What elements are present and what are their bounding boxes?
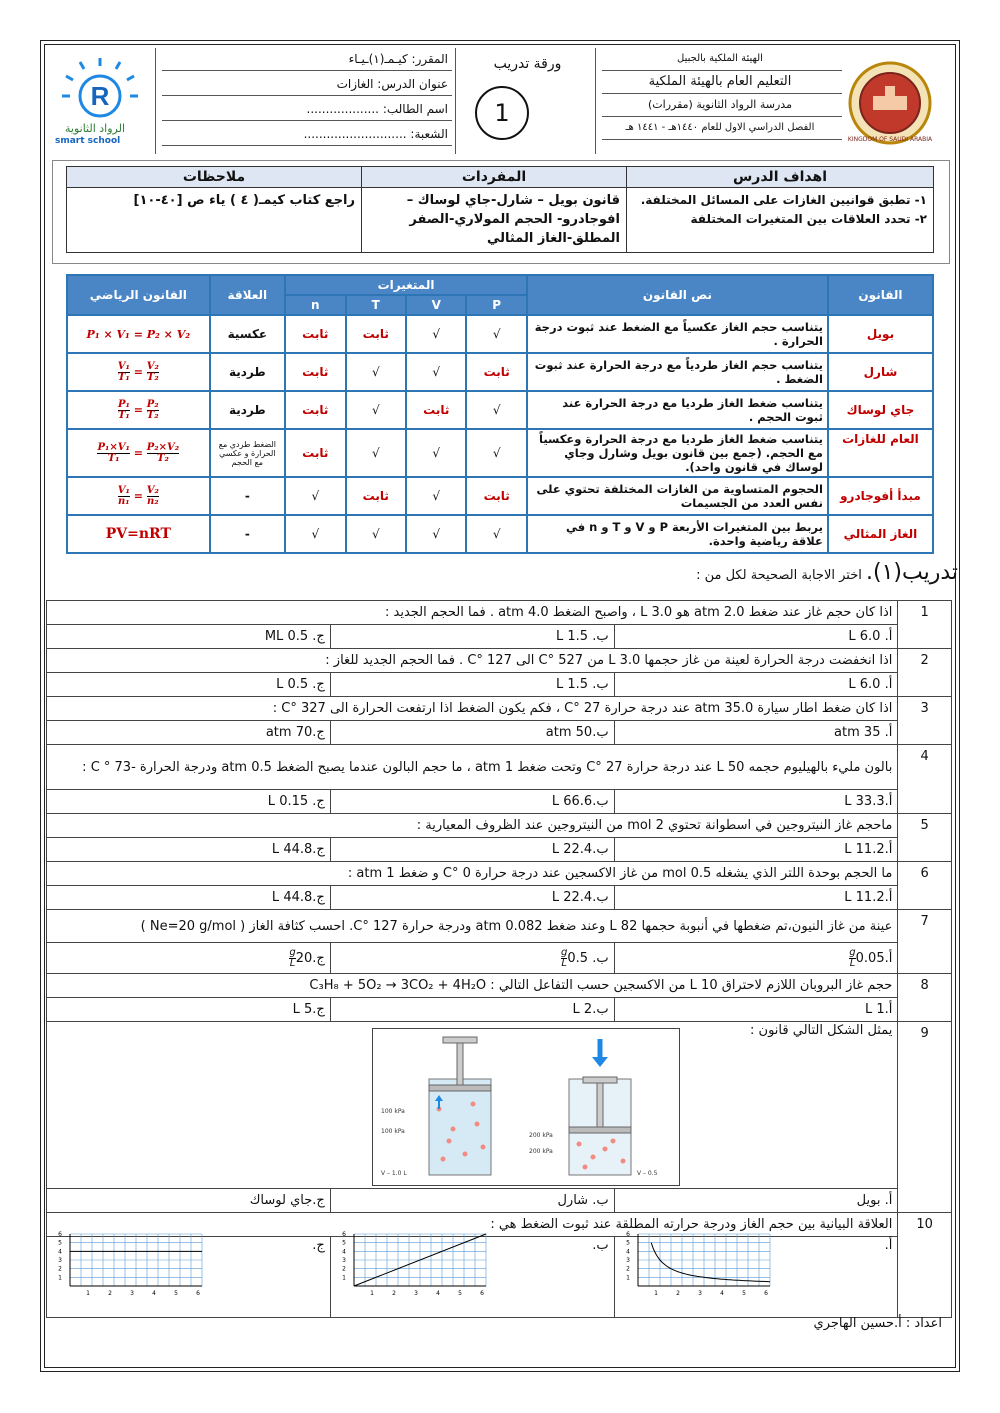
question-number: 8 (898, 974, 952, 1022)
option-c[interactable]: ج. 0.5 L (47, 673, 331, 697)
law-math: $\frac{\text{P₁×V₁}}{\text{T₁}}$ = $\frac{\text{P₂×V₂}}{\text{T₂}}$ (67, 429, 210, 477)
question-number: 9 (898, 1022, 952, 1213)
option-a[interactable]: أ. بويل (614, 1189, 898, 1213)
fig-right-p2: 200 kPa (529, 1148, 553, 1155)
option-b-label: ب. (592, 1238, 609, 1253)
option-b[interactable]: ب.66.6 L (330, 790, 614, 814)
y-tick-label: 4 (58, 1248, 62, 1256)
question-row (47, 745, 952, 790)
y-tick-label: 2 (625, 1265, 630, 1273)
law-text: يتناسب ضغط الغاز طرديا مع درجة الحرارة عند ثبوت الحجم . (527, 391, 828, 429)
option-c[interactable]: ج.5 L (47, 998, 331, 1022)
law-n: ثابت (285, 391, 345, 429)
org-line2: التعليم العام بالهيئة الملكية (602, 71, 842, 94)
law-t: √ (346, 391, 406, 429)
option-c[interactable]: ج.20 $\frac{g}{L}$ (47, 943, 331, 974)
questions-table (46, 600, 952, 1318)
svg-text:R: R (90, 81, 110, 111)
law-v: ثابت (406, 391, 466, 429)
law-n: ثابت (285, 315, 345, 353)
law-n: √ (285, 477, 345, 515)
objectives-vocab: قانون بويل – شارل-جاي لوساك – افوجادرو- الحجم المولاري-الصفر المطلق-الغاز المثالي (362, 188, 627, 253)
question-text: ما الحجم بوحدة اللتر الذي يشغله 0.5 mol من غاز الاكسجين عند درجة حرارة 0 °C و ضغط 1 atm : (47, 862, 898, 886)
piston-figure (372, 1028, 680, 1186)
lesson-value: الغازات (336, 77, 374, 91)
x-tick-label: 6 (196, 1290, 200, 1296)
org-info (602, 48, 842, 140)
question-text: العلاقة البيانية بين حجم الغاز ودرجة حرارته المطلقة عند ثبوت الضغط هي : (47, 1213, 898, 1237)
y-tick-label: 1 (58, 1274, 62, 1282)
option-c[interactable]: ج. 0.5 ML (47, 625, 331, 649)
law-math: $\frac{\text{V₁}}{\text{n₁}}$ = $\frac{\text{V₂}}{\text{n₂}}$ (67, 477, 210, 515)
kingdom-logo-text: KINGDOM OF SAUDI ARABIA (847, 136, 933, 143)
law-row (67, 353, 933, 391)
law-name: جاي لوساك (828, 391, 933, 429)
objectives-header-goals: اهداف الدرس (627, 167, 934, 188)
question-text: ماحجم غاز النيتروجين في اسطوانة تحتوي 2 mol من النيتروجين عند الظروف المعيارية : (47, 814, 898, 838)
law-v: √ (406, 515, 466, 553)
goal-1: ١- تطبق قوانيين الغازات على المسائل المختلفة. (640, 193, 927, 207)
question-row (47, 1022, 952, 1189)
law-v: √ (406, 477, 466, 515)
school-logo-text: الرواد الثانوية (64, 122, 126, 135)
law-relation: - (210, 477, 285, 515)
law-relation: عكسية (210, 315, 285, 353)
y-tick-label: 3 (625, 1257, 630, 1264)
option-b[interactable]: ب.22.4 L (330, 886, 614, 910)
law-row (67, 391, 933, 429)
org-line3: مدرسة الرواد الثانوية (مقررات) (602, 94, 842, 117)
fig-left-p2: 100 kPa (381, 1128, 405, 1135)
law-t: ثابت (346, 477, 406, 515)
var-p: P (466, 295, 526, 315)
question-text: حجم غاز البروبان اللازم لاحتراق 10 L من الاكسجين حسب التفاعل التالي : C₃H₈ + 5O₂ → 3CO₂ + 4H₂O (47, 974, 898, 998)
option-a[interactable]: أ.11.2 L (614, 886, 898, 910)
option-c[interactable]: ج.70 atm (47, 721, 331, 745)
y-tick-label: 2 (58, 1265, 62, 1273)
col-text: نص القانون (527, 275, 828, 315)
col-law: القانون (828, 275, 933, 315)
law-n: ثابت (285, 429, 345, 477)
question-text: اذا كان ضغط اطار سيارة 35.0 atm عند درجة حرارة 27 °C ، فكم يكون الضغط اذا ارتفعت الحرارة الى 327 °C : (47, 697, 898, 721)
law-math: $\frac{\text{V₁}}{\text{T₁}}$ = $\frac{\text{V₂}}{\text{T₂}}$ (67, 353, 210, 391)
fig-left-v: V – 1.0 L (381, 1170, 407, 1177)
section-label: الشعبة: (410, 127, 448, 141)
answer-row (47, 1237, 952, 1318)
question-text: بالون مليء بالهيليوم حجمه 50 L عند درجة حرارة 27 °C وتحت ضغط 1 atm ، ما حجم البالون عندما يصبح الضغط 0.5 atm ودرجة الحرارة -73 ° C : (47, 745, 898, 790)
option-a[interactable]: أ. 35 atm (614, 721, 898, 745)
law-text: يتناسب ضغط الغاز طرديا مع درجة الحرارة وعكسياً مع الحجم. (جمع بين قانون بويل وشارل وجاي لوساك في قانون واحد). (527, 429, 828, 477)
option-c[interactable] (47, 1231, 331, 1318)
x-tick-label: 2 (108, 1290, 112, 1296)
x-tick-label: 2 (675, 1290, 680, 1296)
question-row (47, 974, 952, 998)
x-tick-label: 5 (741, 1290, 746, 1296)
question-row (47, 910, 952, 943)
objectives-box (52, 160, 950, 264)
law-text: يربط بين المتغيرات الأربعة P و V و T و n في علاقة رياضية واحدة. (527, 515, 828, 553)
x-tick-label: 3 (413, 1290, 418, 1296)
var-t: T (346, 295, 406, 315)
org-line4: الفصل الدراسي الاول للعام ١٤٤٠هـ - ١٤٤١ هـ (602, 117, 842, 140)
school-logo-sub: smart school (55, 136, 121, 146)
question-row (47, 649, 952, 673)
option-b[interactable]: ب.22.4 L (330, 838, 614, 862)
option-c[interactable]: ج.44.8 L (47, 886, 331, 910)
lesson-label: عنوان الدرس: (377, 77, 448, 91)
x-tick-label: 6 (479, 1290, 484, 1296)
question-row (47, 814, 952, 838)
option-b[interactable] (330, 1231, 614, 1318)
law-n: ثابت (285, 353, 345, 391)
objectives-header-notes: ملاحظات (67, 167, 362, 188)
y-tick-label: 5 (341, 1239, 346, 1247)
x-tick-label: 1 (369, 1290, 374, 1296)
law-p: ثابت (466, 353, 526, 391)
x-tick-label: 1 (653, 1290, 658, 1296)
graph-c-constant (44, 1224, 214, 1296)
col-math: القانون الرياضي (67, 275, 210, 315)
question-row (47, 862, 952, 886)
answer-row (47, 943, 952, 974)
y-tick-label: 1 (341, 1274, 346, 1282)
question-text: اذا كان حجم غاز عند ضغط 2.0 atm هو 3.0 L ، واصبح الضغط 4.0 atm . فما الحجم الجديد : (47, 601, 898, 625)
option-b[interactable]: ب.2 L (330, 998, 614, 1022)
law-row (67, 315, 933, 353)
question-text: اذا انخفضت درجة الحرارة لعينة من غاز حجمها 3.0 L من 527 °C الى 127 °C . فما الحجم الجديد للغاز : (47, 649, 898, 673)
law-n: √ (285, 515, 345, 553)
question-number: 4 (898, 745, 952, 814)
answer-row (47, 790, 952, 814)
question-text: يمثل الشكل التالي قانون : (750, 1023, 893, 1038)
section-value: ........................... (303, 127, 407, 141)
option-c-label: ج. (312, 1238, 325, 1253)
kingdom-logo (845, 58, 945, 158)
exercise-title-rest: اختر الاجابة الصحيحة لكل من : (696, 568, 862, 583)
objectives-notes: راجع كتاب كيمـ( ٤ ) ياء ص [٤٠-١٠] (67, 188, 362, 253)
answer-row (47, 886, 952, 910)
law-name: مبدأ أفوجادرو (828, 477, 933, 515)
graph-b-linear (328, 1224, 498, 1296)
col-variables: المتغيرات (285, 275, 527, 295)
graph-a-inverse (612, 1224, 782, 1296)
var-n: n (285, 295, 345, 315)
question-number: 7 (898, 910, 952, 974)
law-p: √ (466, 391, 526, 429)
question-number: 6 (898, 862, 952, 910)
law-relation: طردية (210, 391, 285, 429)
exercise-title-big: تدريب(١). (865, 560, 958, 585)
law-t: √ (346, 429, 406, 477)
y-tick-label: 4 (341, 1248, 346, 1256)
answer-row (47, 721, 952, 745)
law-name: الغاز المثالي (828, 515, 933, 553)
law-t: √ (346, 515, 406, 553)
option-c[interactable]: ج.جاي لوساك (47, 1189, 331, 1213)
exercise-title (696, 560, 958, 585)
fig-right-p1: 200 kPa (529, 1132, 553, 1139)
fig-left-p1: 100 kPa (381, 1108, 405, 1115)
law-math: P₁ × V₁ = P₂ × V₂ (67, 315, 210, 353)
x-tick-label: 3 (130, 1290, 134, 1296)
law-relation: طردية (210, 353, 285, 391)
student-value: ................... (306, 102, 379, 116)
option-b[interactable]: ب.50 atm (330, 721, 614, 745)
law-p: √ (466, 515, 526, 553)
y-tick-label: 1 (625, 1274, 630, 1282)
subject-label: المقرر: (411, 52, 448, 66)
law-p: √ (466, 429, 526, 477)
answer-row (47, 1189, 952, 1213)
y-tick-label: 3 (341, 1257, 346, 1264)
answer-row (47, 673, 952, 697)
law-relation: الضغط طردي مع الحرارة و عكسي مع الحجم (210, 429, 285, 477)
x-tick-label: 5 (457, 1290, 462, 1296)
gas-laws-table (66, 274, 934, 554)
question-text: عينة من غاز النيون،تم ضغطها في أنبوبة حجمها 82 L وعند ضغط 0.082 atm ودرجة حرارة 127 °C. احسب كثافة الغاز ( Ne=20 g/mol ) (47, 910, 898, 943)
law-math: PV=nRT (67, 515, 210, 553)
x-tick-label: 3 (697, 1290, 702, 1296)
question-text-cell (47, 1022, 898, 1189)
student-label: اسم الطالب: (382, 102, 448, 116)
y-tick-label: 3 (58, 1257, 62, 1264)
fig-right-v: V – 0.5 (637, 1170, 658, 1177)
org-line1: الهيئة الملكية بالجبيل (602, 48, 842, 71)
option-a[interactable]: أ.1 L (614, 998, 898, 1022)
law-v: √ (406, 353, 466, 391)
option-a[interactable]: أ.33.3 L (614, 790, 898, 814)
answer-row (47, 625, 952, 649)
law-text: يتناسب حجم الغاز عكسياً مع الضغط عند ثبوت درجة الحرارة . (527, 315, 828, 353)
option-c[interactable]: ج. 0.15 L (47, 790, 331, 814)
x-tick-label: 4 (152, 1290, 156, 1296)
law-relation: - (210, 515, 285, 553)
option-a[interactable]: أ.0.05 $\frac{g}{L}$ (614, 943, 898, 974)
graph-curve (651, 1243, 770, 1282)
col-relation: العلاقة (210, 275, 285, 315)
law-t: ثابت (346, 315, 406, 353)
law-row (67, 429, 933, 477)
page-header (50, 48, 950, 158)
option-b[interactable]: ب. 1.5 L (330, 625, 614, 649)
question-number: 5 (898, 814, 952, 862)
subject-info (162, 48, 452, 146)
option-b[interactable]: ب. 1.5 L (330, 673, 614, 697)
x-tick-label: 1 (86, 1290, 90, 1296)
y-tick-label: 2 (341, 1265, 346, 1273)
law-t: √ (346, 353, 406, 391)
y-tick-label: 5 (625, 1239, 630, 1247)
sheet-title: ورقة تدريب (493, 56, 562, 72)
law-p: ثابت (466, 477, 526, 515)
answer-row (47, 998, 952, 1022)
objectives-header-vocab: المفردات (362, 167, 627, 188)
law-row (67, 477, 933, 515)
author-footer: اعداد : أ.حسين الهاجري (813, 1316, 942, 1331)
law-p: √ (466, 315, 526, 353)
law-math: $\frac{\text{P₁}}{\text{T₁}}$ = $\frac{\text{P₂}}{\text{T₂}}$ (67, 391, 210, 429)
sheet-number: 1 (475, 86, 529, 140)
law-v: √ (406, 429, 466, 477)
y-tick-label: 6 (625, 1231, 630, 1238)
y-tick-label: 5 (58, 1239, 62, 1247)
var-v: V (406, 295, 466, 315)
question-row (47, 697, 952, 721)
law-name: شارل (828, 353, 933, 391)
question-number: 10 (898, 1213, 952, 1318)
option-b[interactable]: ب. شارل (330, 1189, 614, 1213)
law-text: يتناسب حجم الغاز طردياً مع درجة الحرارة عند ثبوت الضغط . (527, 353, 828, 391)
question-row (47, 601, 952, 625)
option-a[interactable]: أ.11.2 L (614, 838, 898, 862)
law-text: الحجوم المتساوية من الغازات المختلفة تحتوي على نفس العدد من الجسيمات (527, 477, 828, 515)
x-tick-label: 5 (174, 1290, 178, 1296)
question-number: 3 (898, 697, 952, 745)
answer-row (47, 838, 952, 862)
law-name: العام للغازات (828, 429, 933, 477)
x-tick-label: 2 (391, 1290, 396, 1296)
y-tick-label: 6 (58, 1231, 62, 1238)
law-v: √ (406, 315, 466, 353)
goal-2: ٢- تحدد العلاقات بين المتغيرات المختلفة (690, 212, 927, 226)
option-a[interactable]: أ. 6.0 L (614, 673, 898, 697)
option-a-label: أ. (884, 1238, 893, 1253)
subject-value: كيـمـ(١)ـيـاء (348, 52, 408, 66)
law-row (67, 515, 933, 553)
option-b[interactable]: ب. 0.5 $\frac{g}{L}$ (330, 943, 614, 974)
option-a[interactable] (614, 1231, 898, 1318)
law-name: بويل (828, 315, 933, 353)
y-tick-label: 4 (625, 1248, 630, 1256)
option-c[interactable]: ج.44.8 L (47, 838, 331, 862)
question-number: 2 (898, 649, 952, 697)
school-logo (50, 48, 155, 153)
x-tick-label: 4 (719, 1290, 724, 1296)
option-a[interactable]: أ. 6.0 L (614, 625, 898, 649)
x-tick-label: 6 (763, 1290, 768, 1296)
y-tick-label: 6 (341, 1231, 346, 1238)
question-number: 1 (898, 601, 952, 649)
x-tick-label: 4 (435, 1290, 440, 1296)
